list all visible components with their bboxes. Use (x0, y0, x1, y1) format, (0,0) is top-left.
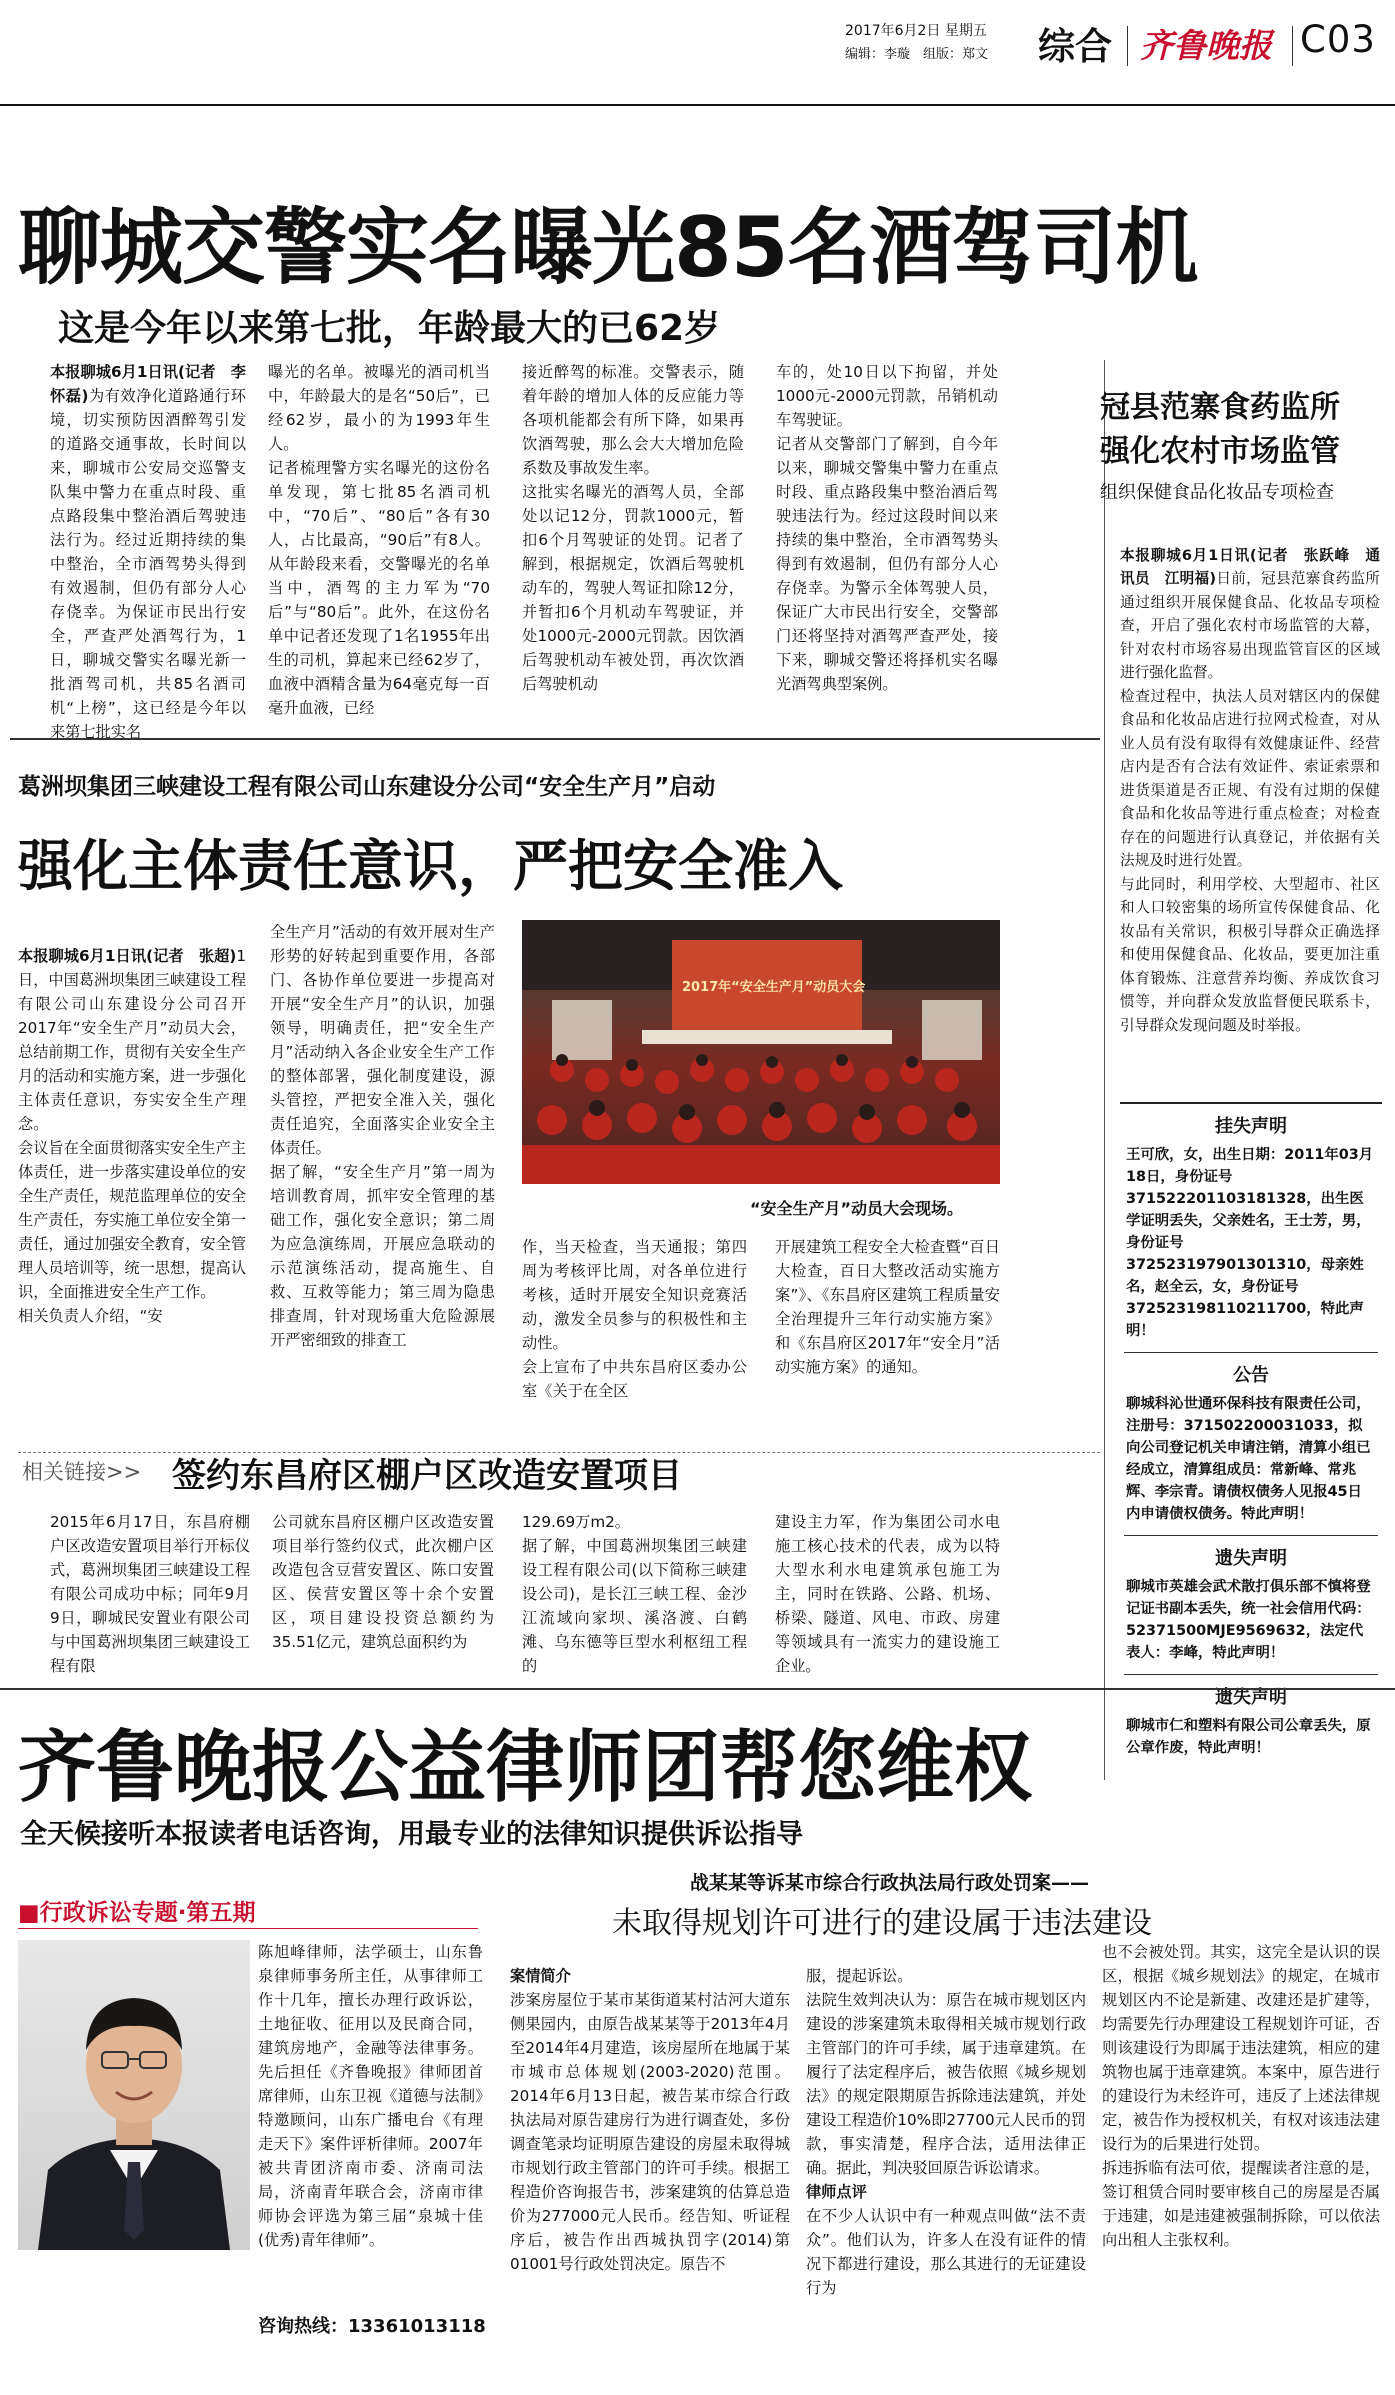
notice-body: 聊城市仁和塑料有限公司公章丢失，原公章作废，特此声明！ (1126, 1718, 1371, 1756)
notice-title: 公告 (1233, 1365, 1269, 1386)
hotline: 咨询热线：13361013118 (258, 2316, 486, 2337)
kicker: 葛洲坝集团三峡建设工程有限公司山东建设分公司“安全生产月”启动 (18, 774, 716, 800)
section-label: 案情简介 (510, 1967, 571, 1985)
article-column: 129.69万m2。 据了解，中国葛洲坝集团三峡建设工程有限公司(以下简称三峡建设公司)，是长江三峡工程、金沙江流域向家坝、溪洛渡、白鹤滩、乌东德等巨型水利枢纽工程的 (522, 1513, 747, 1675)
article-column: 作，当天检查，当天通报；第四周为考核评比周，对各单位进行考核，适时开展安全知识竞赛活动，激发全员参与的积极性和主动性。 会上宣布了中共东昌府区委办公室《关于在全区 (522, 1238, 747, 1400)
case-title: 未取得规划许可进行的建设属于违法建设 (612, 1906, 1152, 1941)
section-label: 律师点评 (806, 2183, 867, 2201)
header-date: 2017年6月2日 星期五 (845, 23, 987, 39)
article-column: 2015年6月17日，东昌府棚户区改造安置项目举行开标仪式，葛洲坝集团三峡建设工程有限公司成功中标；同年9月9日，聊城民安置业有限公司与中国葛洲坝集团三峡建设工程有限 (50, 1513, 250, 1675)
notice-body: 聊城市英雄会武术散打俱乐部不慎将登记证书副本丢失，统一社会信用代码：52371500MJE9569632，法定代表人：李峰，特此声明！ (1126, 1579, 1371, 1661)
article-column (806, 1940, 1086, 2380)
notice-body: 聊城科沁世通环保科技有限责任公司，注册号：371502200031033，拟向公司登记机关申请注销，清算小组已经成立，清算组成员：常新峰、常兆辉、李宗青。请债权债务人见报45日内申请债权债务。特此声明！ (1126, 1396, 1371, 1522)
section-title: 综合 (1038, 25, 1112, 68)
notice-title: 遗失声明 (1215, 1548, 1287, 1569)
photo-caption: “安全生产月”动员大会现场。 (750, 1199, 964, 1218)
article-column: 建设主力军，作为集团公司水电施工核心技术的代表，成为以特大型水利水电建筑承包施工为主，同时在铁路、公路、机场、桥梁、隧道、风电、市政、房建等领域具有一流实力的建设施工企业。 (775, 1513, 1000, 1675)
headline: 强化主体责任意识，严把安全准入 (18, 834, 844, 898)
body-text: 涉案房屋位于某市某街道某村沽河大道东侧果园内，由原告战某某等于2013年4月至2014年4月建造，该房屋所在地属于某市城市总体规划(2003-2020)范围。2014年6月13日起，被告某市综合行政执法局对原告建房行为进行调查处，多份调查笔录均证明原告建设的房屋未取得城市规划行政主管部门的许可手续。根据工程造价咨询报告书，涉案建筑的估算总造价为277000元人民币。经告知、听证程序后，被告作出西城执罚字(2014)第01001号行政处罚决定。原告不 (510, 1991, 790, 2273)
article-column: 接近醉驾的标准。交警表示，随着年龄的增加人体的反应能力等各项机能都会有所下降，如果再饮酒驾驶，那么会大大增加危险系数及事故发生率。 这批实名曝光的酒驾人员，全部处以记12分，罚款1000元，暂扣6个月驾驶证的处罚。记者了解到，根据规定，饮酒后驾驶机动车的，驾驶人驾证扣除12分，并暂扣6个月机动车驾驶证，并处1000元-2000元罚款。因饮酒后驾驶机动车被处罚，再次饮酒后驾驶机动 (522, 363, 744, 693)
related-label: 相关链接>> (22, 1460, 142, 1484)
article-column (18, 920, 246, 1440)
article-column: 全生产月”活动的有效开展对生产形势的好转起到重要作用，各部门、各协作单位要进一步提高对开展“安全生产月”的认识，加强领导，明确责任，把“安全生产月”活动纳入各企业安全生产工作的整体部署，强化制度建设，源头管控，严把安全准入关，强化责任追究，全面落实企业安全主体责任。 据了解，“安全生产月”第一周为培训教育周，抓牢安全管理的基础工作，强化安全意识；第二周为应急演练周，开展应急联动的示范演练活动，提高施生、自救、互救等能力；第三周为隐患排查周，针对现场重大危险源展开严密细致的排查工 (270, 923, 495, 1349)
sidebar-body (1120, 520, 1380, 1110)
related-title: 签约东昌府区棚户区改造安置项目 (172, 1456, 682, 1496)
article-column (510, 1940, 790, 2380)
sidebar-headline: 强化农村市场监管 (1100, 434, 1340, 469)
body-text: 服，提起诉讼。 法院生效判决认为：原告在城市规划区内建设的涉案建筑未取得相关城市规划行政主管部门的许可手续，属于违章建筑。在履行了法定程序后，被告依照《城乡规划法》的规定限期原告拆除违法建筑，并处建设工程造价10%即27700元人民币的罚款，事实清楚，程序合法，适用法律正确。据此，判决驳回原告诉讼请求。 (806, 1967, 1086, 2177)
notice-title: 挂失声明 (1215, 1116, 1287, 1137)
article-column: 开展建筑工程安全大检查暨“百日大检查，百日大整改活动实施方案”》、《东昌府区建筑工程质量安全治理提升三年行动实施方案》和《东昌府区2017年“安全月”活动实施方案》的通知。 (775, 1238, 1000, 1376)
lawyer-bio: 陈旭峰律师，法学硕士，山东鲁泉律师事务所主任，从事律师工作十几年，擅长办理行政诉讼，土地征收、征用以及民商合同，建筑房地产，金融等法律事务。先后担任《齐鲁晚报》律师团首席律师，山东卫视《道德与法制》特邀顾问，山东广播电台《有理走天下》案件评析律师。2007年被共青团济南市委、济南司法局，济南青年联合会，济南市律师协会评选为第三届“泉城十佳(优秀)青年律师”。 (258, 1943, 483, 2249)
article-column: 车的，处10日以下拘留，并处1000元-2000元罚款，吊销机动车驾驶证。 记者从交警部门了解到，自今年以来，聊城交警集中警力在重点时段、重点路段集中整治酒后驾驶违法行为。经过这段时间以来持续的集中整治，全市酒驾势头得到有效遏制，但仍有部分人心存侥幸。为警示全体驾驶人员，保证广大市民出行安全，交警部门还将坚持对酒驾严查严处，接下来，聊城交警还将择机实名曝光酒驾典型案例。 (776, 363, 998, 693)
article-column: 公司就东昌府区棚户区改造安置项目举行签约仪式，此次棚户区改造包含豆营安置区、陈口安置区、侯营安置区等十余个安置区，项目建设投资总额约为35.51亿元，建筑总面积约为 (272, 1513, 494, 1651)
sidebar-headline: 冠县范寨食药监所 (1100, 390, 1340, 425)
headline: 齐鲁晚报公益律师团帮您维权 (18, 1723, 1033, 1813)
sidebar-subhead: 组织保健食品化妆品专项检查 (1100, 482, 1334, 503)
body-text: 1日，中国葛洲坝集团三峡建设工程有限公司山东建设分公司召开2017年“安全生产月”动员大会，总结前期工作，贯彻有关安全生产月的活动和实施方案，进一步强化主体责任意识，夯实安全生产理念。 会议旨在全面贯彻落实安全生产主体责任，进一步落实建设单位的安全生产责任，规范监理单位的安全生产责任，夯实施工单位安全第一责任，通过加强安全教育，安全管理人员培训等，统一思想，提高认识，全面推进安全生产工作。 相关负责人介绍，“安 (18, 947, 246, 1325)
lead: 本报聊城6月1日讯(记者 张超) (18, 947, 237, 965)
headline: 聊城交警实名曝光85名酒驾司机 (18, 199, 1198, 296)
header-editors: 编辑：李璇 组版：郑文 (845, 47, 989, 62)
meeting-photo-svg (522, 920, 1000, 1184)
subhead: 这是今年以来第七批，年龄最大的已62岁 (58, 308, 721, 349)
page-number: C03 (1300, 18, 1376, 61)
stage-banner-text: 2017年“安全生产月”动员大会 (682, 980, 866, 995)
lead: 本报聊城6月1日讯(记者 张跃峰 通讯员 江明福) (1120, 546, 1380, 587)
notice-title: 遗失声明 (1215, 1687, 1287, 1708)
article-column: 曝光的名单。被曝光的酒司机当中，年龄最大的是名“50后”，已经62岁，最小的为1993年生人。 记者梳理警方实名曝光的这份名单发现，第七批85名酒司机中，“70后”、“80后”各有30人，占比最高，“90后”有8人。从年龄段来看，交警曝光的名单当中，酒驾的主力军为“70后”与“80后”。此外，在这份名单中记者还发现了1名1955年出生的司机，算起来已经62岁了，血液中酒精含量为64毫克每一百毫升血液，已经 (268, 363, 490, 717)
body-text: 在不少人认识中有一种观点叫做“法不责众”。他们认为，许多人在没有证件的情况下都进行建设，那么其进行的无证建设行为 (806, 2207, 1086, 2297)
subhead: 全天候接听本报读者电话咨询，用最专业的法律知识提供诉讼指导 (20, 1819, 803, 1850)
lead: 本报聊城6月1日讯(记者 李怀磊) (50, 363, 246, 405)
lawyer-portrait (18, 1940, 250, 2250)
paper-logo: 齐鲁晚报 (1140, 26, 1272, 65)
article-column (50, 360, 246, 741)
meeting-photo (522, 920, 1000, 1184)
body-text: 日前，冠县范寨食药监所通过组织开展保健食品、化妆品专项检查，开启了强化农村市场监管的大幕，针对农村市场容易出现监管盲区的区域进行强化监督。 检查过程中，执法人员对辖区内的保健食品和化妆品店进行拉网式检查，对从业人员有没有取得有效健康证件、经营店内是否有合法有效证件、索证索票和进货渠道是否正规、有没有过期的保健食品和化妆品等进行重点检查；对检查存在的问题进行认真登记，并依据有关法规及时进行处置。 与此同时，利用学校、大型超市、社区和人口较密集的场所宣传保健食品、化妆品有关常识，积极引导群众正确选择和使用保健食品、化妆品，要更加注重体育锻炼、注意营养均衡、养成饮食习惯等，并向群众发放监督便民联系卡，引导群众发现问题及时举报。 (1120, 570, 1380, 1034)
article-column: 也不会被处罚。其实，这完全是认识的误区，根据《城乡规划法》的规定，在城市规划区内不论是新建、改建还是扩建等，均需要先行办理建设工程规划许可证，否则该建设行为即属于违法建筑，相应的建筑物也属于违章建筑。本案中，原告进行的建设行为未经许可，违反了上述法律规定，被告作为授权机关，有权对该违法建设行为的后果进行处罚。 拆违拆临有法可依，提醒读者注意的是，签订租赁合同时要审核自己的房屋是否属于违建，如是违建被强制拆除，可以依法向出租人主张权利。 (1102, 1943, 1380, 2249)
case-kicker: 战某某等诉某市综合行政执法局行政处罚案—— (690, 1872, 1090, 1894)
notices-box (1120, 1102, 1382, 1764)
body-text: 为有效净化道路通行环境，切实预防因酒醉驾引发的道路交通事故，长时间以来，聊城市公安局交巡警支队集中警力在重点时段、重点路段集中整治酒后驾驶违法行为。经过近期持续的集中整治，全市酒驾势头得到有效遏制，但仍有部分人心存侥幸。为保证市民出行安全，严查严处酒驾行为，1日，聊城交警实名曝光新一批酒驾司机，共85名酒司机“上榜”，这已经是今年以来第七批实名 (50, 387, 246, 741)
topic-tag: ■行政诉讼专题·第五期 (18, 1900, 256, 1926)
notice-body: 王可欣，女，出生日期：2011年03月18日，身份证号371522201103181328，出生医学证明丢失，父亲姓名，王士芳，男，身份证号372523197901301310，母亲姓名，赵全云，女，身份证号372523198110211700，特此声明！ (1126, 1147, 1374, 1339)
lawyer-portrait-svg (18, 1940, 250, 2250)
